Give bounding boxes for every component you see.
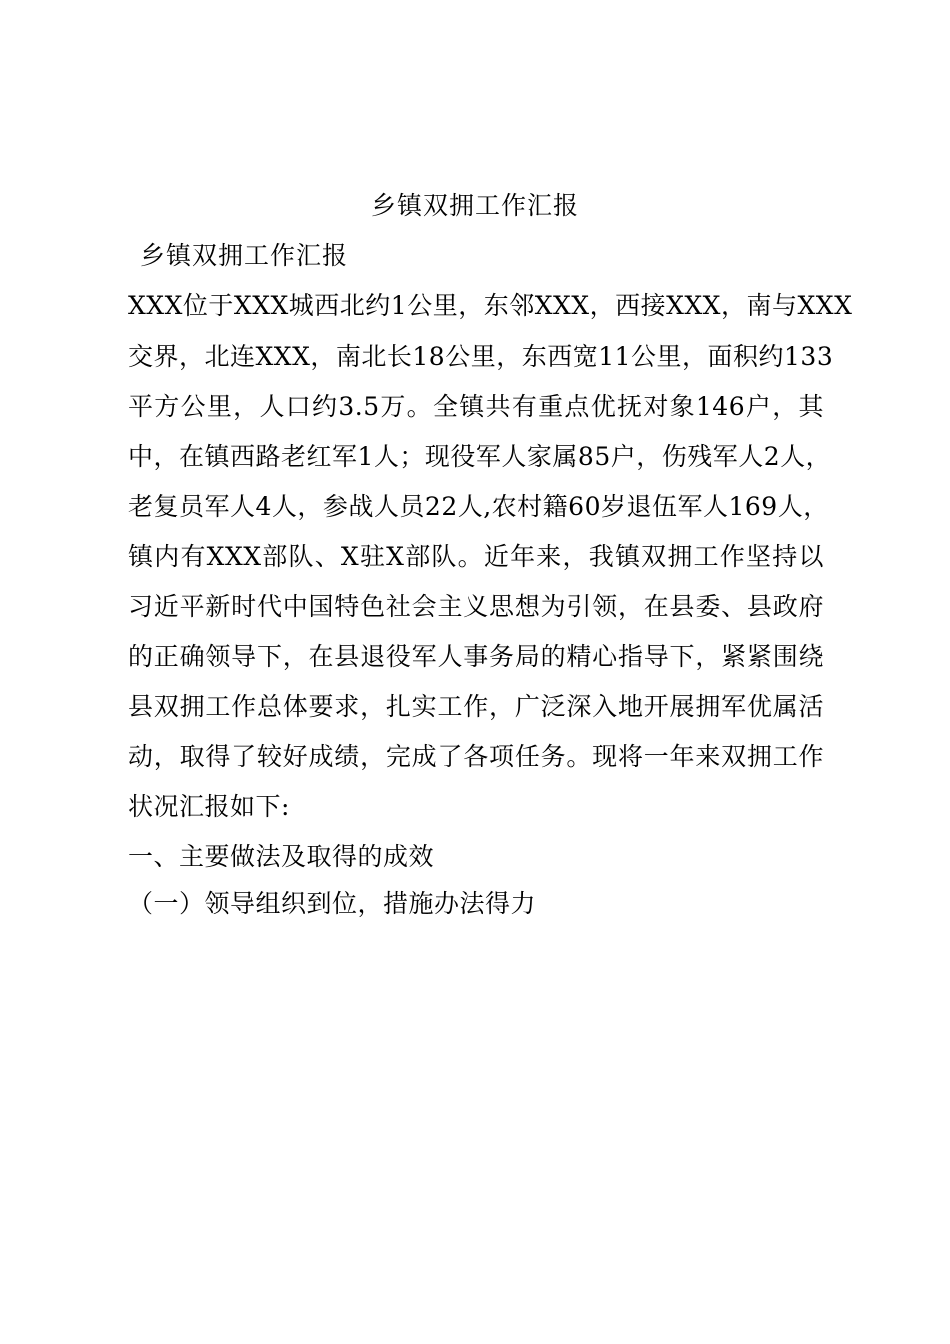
paragraph-line: 交界，北连XXX，南北长18公里，东西宽11公里，面积约133: [128, 342, 834, 371]
paragraph-line: 的正确领导下，在县退役军人事务局的精心指导下，紧紧围绕: [128, 642, 824, 671]
paragraph-line: 中，在镇西路老红军1人；现役军人家属85户，伤残军人2人，: [128, 442, 832, 471]
paragraph-line: 县双拥工作总体要求，扎实工作，广泛深入地开展拥军优属活: [128, 692, 824, 721]
paragraph-line: 动，取得了较好成绩，完成了各项任务。现将一年来双拥工作: [128, 742, 824, 771]
paragraph-line: XXX位于XXX城西北约1公里，东邻XXX，西接XXX，南与XXX: [128, 291, 853, 320]
paragraph-line: 镇内有XXX部队、X驻X部队。近年来，我镇双拥工作坚持以: [128, 542, 824, 571]
document-subtitle: 乡镇双拥工作汇报: [140, 241, 349, 270]
paragraph-line: 老复员军人4人，参战人员22人,农村籍60岁退伍军人169人，: [128, 492, 829, 521]
paragraph-line: 状况汇报如下:: [128, 792, 290, 821]
section-heading: 一、主要做法及取得的成效: [128, 842, 435, 871]
document-title: 乡镇双拥工作汇报: [370, 191, 579, 220]
paragraph-line: 习近平新时代中国特色社会主义思想为引领，在县委、县政府: [128, 592, 824, 621]
paragraph-line: 平方公里，人口约3.5万。全镇共有重点优抚对象146户，其: [128, 392, 824, 421]
sub-heading: （一）领导组织到位，措施办法得力: [128, 889, 537, 918]
